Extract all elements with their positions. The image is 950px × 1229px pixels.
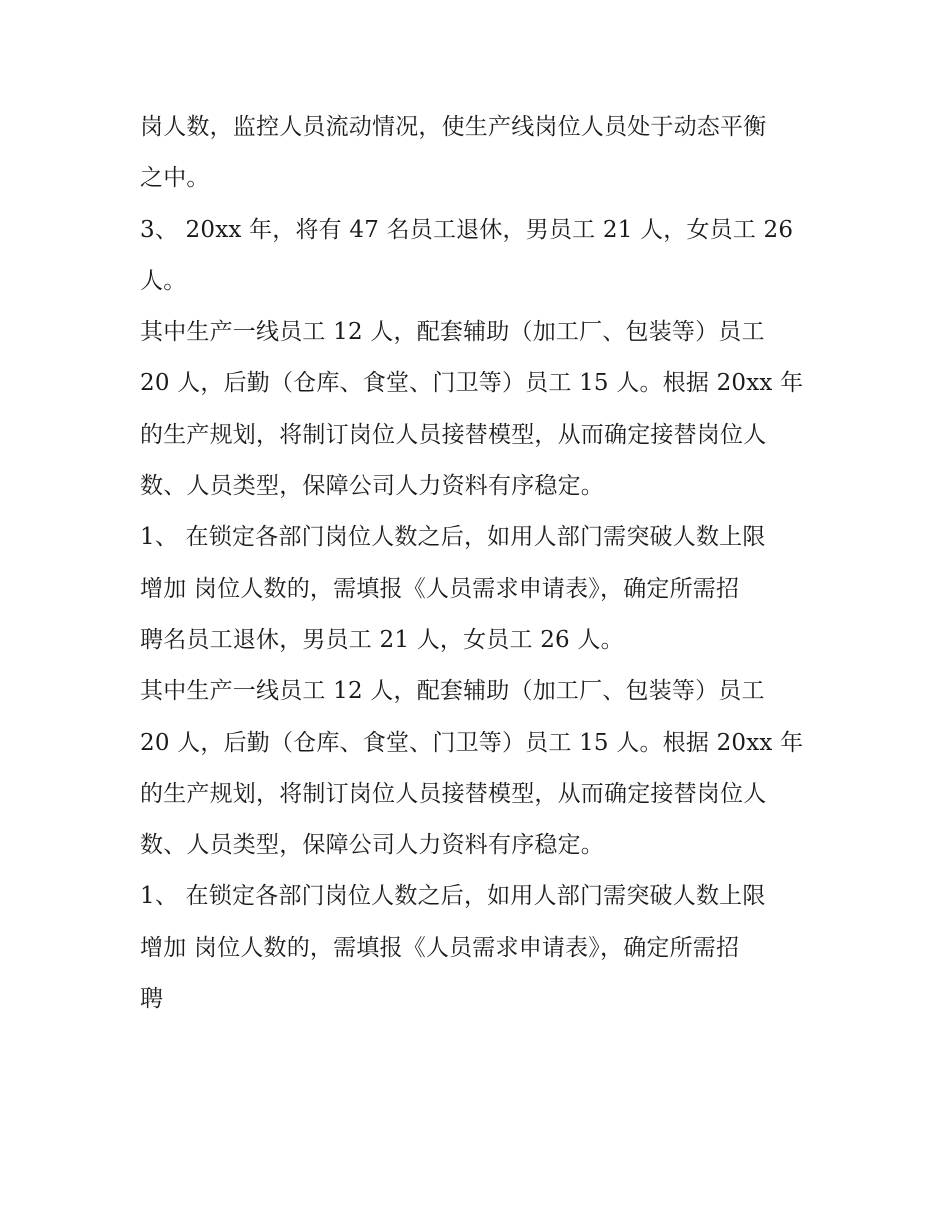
text-line: 3、 20xx 年，将有 47 名员工退休，男员工 21 人，女员工 26 (140, 216, 794, 243)
text-line: 1、 在锁定各部门岗位人数之后，如用人部门需突破人数上限 (140, 524, 766, 551)
text-line: 增加 岗位人数的，需填报《人员需求申请表》，确定所需招 (140, 575, 740, 602)
text-line: 其中生产一线员工 12 人，配套辅助（加工厂、包装等）员工 (140, 319, 765, 346)
text-line: 数、人员类型，保障公司人力资料有序稳定。 (140, 473, 604, 500)
document-body (140, 102, 820, 1025)
text-line: 20 人，后勤（仓库、食堂、门卫等）员工 15 人。根据 20xx 年 (140, 729, 804, 756)
text-line: 之中。 (140, 165, 210, 192)
text-line: 其中生产一线员工 12 人，配套辅助（加工厂、包装等）员工 (140, 678, 765, 705)
text-line: 1、 在锁定各部门岗位人数之后，如用人部门需突破人数上限 (140, 883, 766, 910)
text-line: 数、人员类型，保障公司人力资料有序稳定。 (140, 832, 604, 859)
text-line: 增加 岗位人数的，需填报《人员需求申请表》，确定所需招 (140, 934, 740, 961)
text-line: 人。 (140, 267, 187, 294)
text-line: 聘名员工退休，男员工 21 人，女员工 26 人。 (140, 626, 624, 653)
text-line: 的生产规划，将制订岗位人员接替模型，从而确定接替岗位人 (140, 780, 767, 807)
text-line: 岗人数，监控人员流动情况，使生产线岗位人员处于动态平衡 (140, 114, 767, 140)
text-line: 的生产规划，将制订岗位人员接替模型，从而确定接替岗位人 (140, 421, 767, 448)
text-line: 聘 (140, 986, 164, 1013)
text-line: 20 人，后勤（仓库、食堂、门卫等）员工 15 人。根据 20xx 年 (140, 370, 804, 397)
